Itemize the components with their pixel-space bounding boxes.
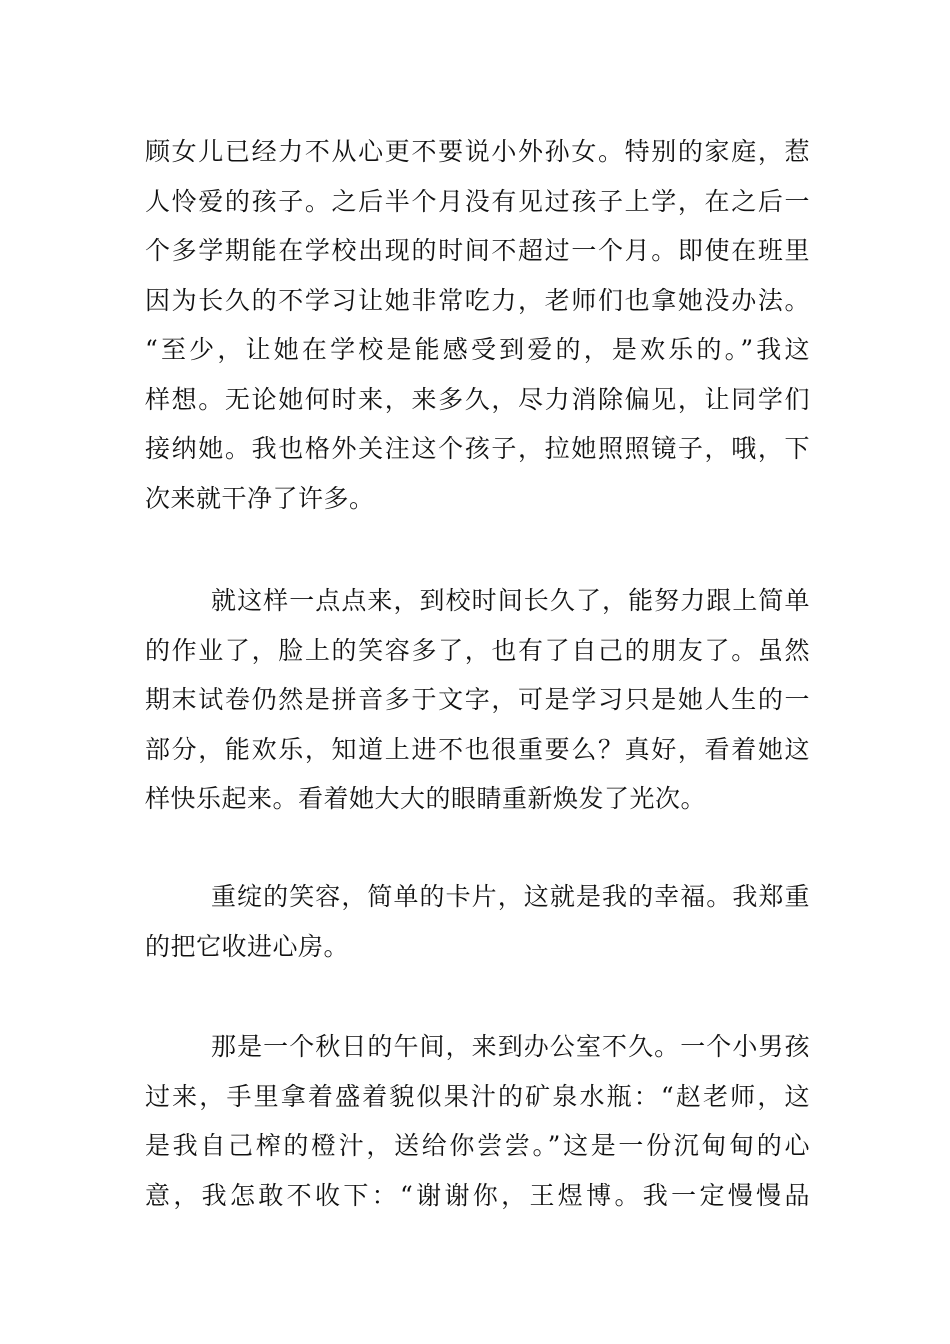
text-line: 期末试卷仍然是拼音多于文字，可是学习只是她人生的一 bbox=[145, 685, 810, 714]
text-line: 样想。无论她何时来，来多久，尽力消除偏见，让同学们 bbox=[145, 384, 810, 414]
text-line: 重绽的笑容，简单的卡片，这就是我的幸福。我郑重 bbox=[211, 882, 810, 911]
text-line: 那是一个秋日的午间，来到办公室不久。一个小男孩 bbox=[211, 1032, 810, 1061]
text-line: 顾女儿已经力不从心更不要说小外孙女。特别的家庭，惹 bbox=[145, 137, 810, 166]
paragraph-4 bbox=[145, 1022, 810, 1220]
text-line: 过来，手里拿着盛着貌似果汁的矿泉水瓶：“赵老师，这 bbox=[145, 1081, 810, 1111]
text-line: 的把它收进心房。 bbox=[145, 931, 350, 961]
text-line: 就这样一点点来，到校时间长久了，能努力跟上简单 bbox=[211, 586, 810, 615]
text-line: 意，我怎敢不收下：“谢谢你，王煜博。我一定慢慢品 bbox=[145, 1180, 810, 1210]
text-line: 样快乐起来。看着她大大的眼睛重新焕发了光次。 bbox=[145, 784, 707, 813]
text-line: 个多学期能在学校出现的时间不超过一个月。即使在班里 bbox=[145, 236, 810, 265]
paragraph-3 bbox=[145, 872, 810, 971]
text-line: 人怜爱的孩子。之后半个月没有见过孩子上学，在之后一 bbox=[145, 186, 810, 216]
text-line: 因为长久的不学习让她非常吃力，老师们也拿她没办法。 bbox=[145, 285, 810, 315]
text-line: 的作业了，脸上的笑容多了，也有了自己的朋友了。虽然 bbox=[145, 635, 810, 665]
text-line: “至少，让她在学校是能感受到爱的，是欢乐的。”我这 bbox=[145, 335, 810, 364]
text-line: 次来就干净了许多。 bbox=[145, 483, 375, 513]
text-line: 接纳她。我也格外关注这个孩子，拉她照照镜子，哦，下 bbox=[145, 434, 810, 463]
paragraph-2 bbox=[145, 576, 810, 824]
text-line: 部分，能欢乐，知道上进不也很重要么？真好，看着她这 bbox=[145, 734, 810, 764]
paragraph-1 bbox=[145, 127, 810, 523]
text-line: 是我自己榨的橙汁，送给你尝尝。”这是一份沉甸甸的心 bbox=[145, 1131, 810, 1160]
